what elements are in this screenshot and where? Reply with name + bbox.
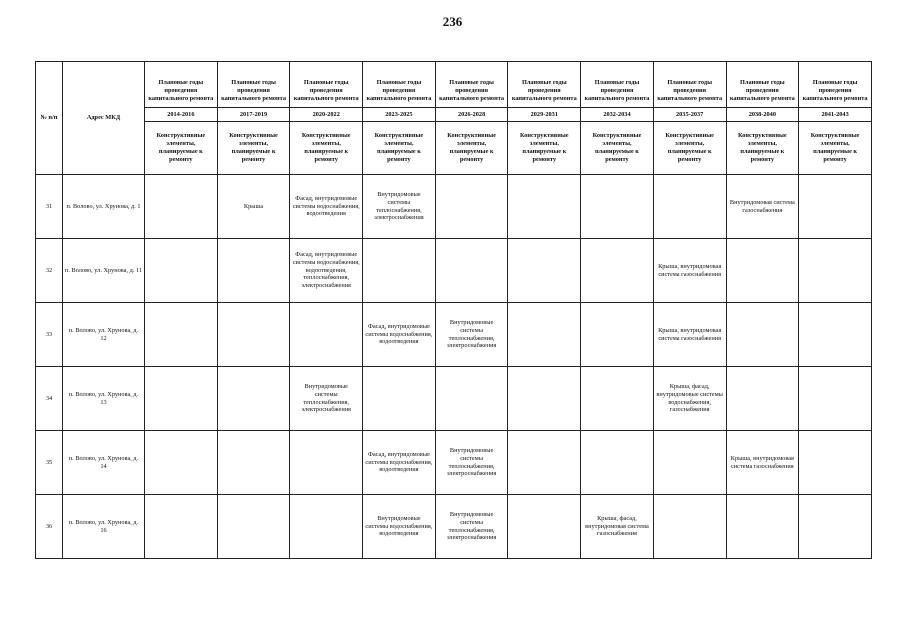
repair-elements-cell	[145, 239, 218, 303]
elements-heading: Конструктивные элементы, планируемые к ремонту	[217, 122, 290, 175]
elements-heading: Конструктивные элементы, планируемые к ремонту	[290, 122, 363, 175]
row-address: п. Волово, ул. Хрунова, д. 11	[63, 239, 145, 303]
repair-elements-cell	[508, 495, 581, 559]
repair-elements-cell	[799, 175, 872, 239]
row-address: п. Волово, ул. Хрунова, д. 16	[63, 495, 145, 559]
elements-heading: Конструктивные элементы, планируемые к ремонту	[581, 122, 654, 175]
page-number: 236	[442, 14, 463, 29]
repair-elements-cell	[799, 303, 872, 367]
repair-elements-cell	[799, 367, 872, 431]
row-address: п. Волово, ул. Хрунова, д. 12	[63, 303, 145, 367]
repair-elements-cell	[217, 239, 290, 303]
elements-heading: Конструктивные элементы, планируемые к ремонту	[799, 122, 872, 175]
period-years: 2038-2040	[726, 108, 799, 122]
header-row-periods	[36, 62, 872, 108]
period-years: 2023-2025	[363, 108, 436, 122]
repair-elements-cell: Крыша, внутридомовая система газоснабжения	[653, 303, 726, 367]
repair-elements-cell: Крыша, фасад, внутридомовые системы водоснабжения, газоснабжения	[653, 367, 726, 431]
repair-elements-cell: Крыша, внутридомовая система газоснабжения	[726, 431, 799, 495]
period-heading: Плановые годы проведения капитального ремонта	[435, 62, 508, 108]
repair-elements-cell	[653, 495, 726, 559]
address-column-header: Адрес МКД	[63, 62, 145, 175]
repair-elements-cell: Внутридомовые системы теплоснабжения, электроснабжения	[435, 303, 508, 367]
repair-elements-cell: Фасад, внутридомовые системы водоснабжения, водоотведения	[363, 303, 436, 367]
row-number: 31	[36, 175, 63, 239]
period-years: 2014-2016	[145, 108, 218, 122]
num-column-header: № п/п	[36, 62, 63, 175]
repair-elements-cell: Фасад, внутридомовые системы водоснабжения, водоотведения	[290, 175, 363, 239]
repair-elements-cell: Внутридомовые системы теплоснабжения, электроснабжения	[363, 175, 436, 239]
period-years: 2032-2034	[581, 108, 654, 122]
table-row	[36, 431, 872, 495]
capital-repair-table	[35, 61, 872, 559]
table-body	[36, 175, 872, 559]
repair-elements-cell	[726, 303, 799, 367]
header-row-elements	[36, 122, 872, 175]
elements-heading: Конструктивные элементы, планируемые к ремонту	[508, 122, 581, 175]
repair-elements-cell	[435, 175, 508, 239]
repair-elements-cell	[508, 303, 581, 367]
period-years: 2029-2031	[508, 108, 581, 122]
repair-elements-cell	[363, 239, 436, 303]
repair-elements-cell	[290, 495, 363, 559]
repair-elements-cell	[581, 239, 654, 303]
table-row	[36, 367, 872, 431]
period-heading: Плановые годы проведения капитального ремонта	[653, 62, 726, 108]
period-heading: Плановые годы проведения капитального ремонта	[726, 62, 799, 108]
row-number: 35	[36, 431, 63, 495]
period-years: 2026-2028	[435, 108, 508, 122]
period-heading: Плановые годы проведения капитального ремонта	[363, 62, 436, 108]
repair-elements-cell: Внутридомовые системы теплоснабжения, электроснабжения	[290, 367, 363, 431]
period-heading: Плановые годы проведения капитального ремонта	[145, 62, 218, 108]
row-number: 36	[36, 495, 63, 559]
repair-elements-cell	[581, 175, 654, 239]
repair-elements-cell	[653, 431, 726, 495]
repair-elements-cell: Крыша, фасад, внутридомовая система газоснабжения	[581, 495, 654, 559]
repair-elements-cell	[363, 367, 436, 431]
repair-elements-cell	[435, 367, 508, 431]
repair-elements-cell	[217, 367, 290, 431]
period-years: 2017-2019	[217, 108, 290, 122]
repair-elements-cell	[508, 175, 581, 239]
row-number: 33	[36, 303, 63, 367]
table-row	[36, 303, 872, 367]
row-address: п. Волово, ул. Хрунова, д. 14	[63, 431, 145, 495]
repair-elements-cell	[145, 495, 218, 559]
repair-elements-cell	[508, 239, 581, 303]
repair-elements-cell: Внутридомовая система газоснабжения	[726, 175, 799, 239]
elements-heading: Конструктивные элементы, планируемые к ремонту	[726, 122, 799, 175]
repair-elements-cell: Фасад, внутридомовые системы водоснабжения, водоотведения	[363, 431, 436, 495]
row-address: п. Волово, ул. Хрунова, д. 1	[63, 175, 145, 239]
repair-elements-cell	[726, 495, 799, 559]
repair-elements-cell: Крыша, внутридомовая система газоснабжения	[653, 239, 726, 303]
repair-elements-cell	[290, 431, 363, 495]
repair-elements-cell	[581, 367, 654, 431]
table-row	[36, 239, 872, 303]
table-row	[36, 175, 872, 239]
repair-elements-cell	[799, 495, 872, 559]
repair-elements-cell	[290, 303, 363, 367]
period-heading: Плановые годы проведения капитального ремонта	[290, 62, 363, 108]
repair-elements-cell	[145, 175, 218, 239]
repair-elements-cell	[508, 367, 581, 431]
period-years: 2041-2043	[799, 108, 872, 122]
repair-elements-cell	[217, 303, 290, 367]
elements-heading: Конструктивные элементы, планируемые к ремонту	[435, 122, 508, 175]
period-years: 2035-2037	[653, 108, 726, 122]
repair-elements-cell	[145, 367, 218, 431]
repair-elements-cell	[726, 239, 799, 303]
repair-elements-cell	[145, 303, 218, 367]
repair-elements-cell	[581, 303, 654, 367]
repair-elements-cell	[726, 367, 799, 431]
elements-heading: Конструктивные элементы, планируемые к ремонту	[363, 122, 436, 175]
repair-elements-cell: Крыша	[217, 175, 290, 239]
header-row-years	[36, 108, 872, 122]
repair-elements-cell	[217, 495, 290, 559]
repair-elements-cell	[581, 431, 654, 495]
repair-elements-cell: Фасад, внутридомовые системы водоснабжения, водоотведения, теплоснабжения, электроснабжения	[290, 239, 363, 303]
repair-elements-cell	[435, 239, 508, 303]
period-heading: Плановые годы проведения капитального ремонта	[581, 62, 654, 108]
period-heading: Плановые годы проведения капитального ремонта	[799, 62, 872, 108]
elements-heading: Конструктивные элементы, планируемые к ремонту	[653, 122, 726, 175]
period-years: 2020-2022	[290, 108, 363, 122]
repair-elements-cell	[799, 239, 872, 303]
repair-elements-cell	[508, 431, 581, 495]
row-number: 34	[36, 367, 63, 431]
repair-elements-cell: Внутридомовые системы водоснабжения, водоотведения	[363, 495, 436, 559]
table-row	[36, 495, 872, 559]
repair-elements-cell: Внутридомовые системы теплоснабжения, электроснабжения	[435, 495, 508, 559]
repair-elements-cell	[653, 175, 726, 239]
repair-elements-cell	[799, 431, 872, 495]
row-address: п. Волово, ул. Хрунова, д. 13	[63, 367, 145, 431]
repair-elements-cell	[145, 431, 218, 495]
elements-heading: Конструктивные элементы, планируемые к ремонту	[145, 122, 218, 175]
row-number: 32	[36, 239, 63, 303]
period-heading: Плановые годы проведения капитального ремонта	[508, 62, 581, 108]
repair-elements-cell	[217, 431, 290, 495]
period-heading: Плановые годы проведения капитального ремонта	[217, 62, 290, 108]
repair-elements-cell: Внутридомовые системы теплоснабжения, электроснабжения	[435, 431, 508, 495]
